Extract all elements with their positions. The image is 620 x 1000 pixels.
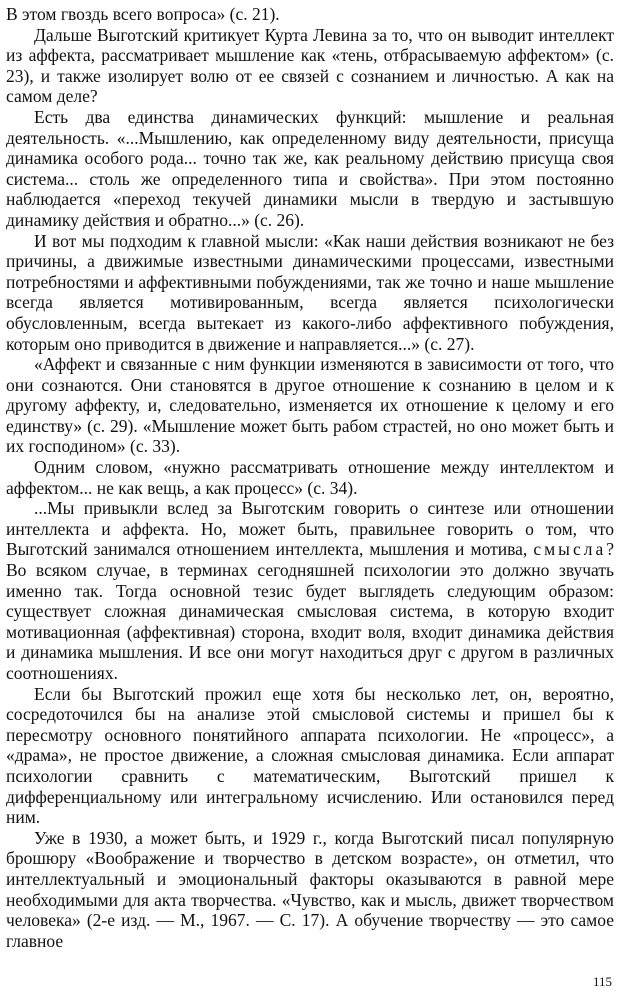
paragraph-1: В этом гвоздь всего вопроса» (с. 21). — [6, 4, 280, 24]
paragraph-6: Одним словом, «нужно рассматривать отношение между интеллектом и аффектом... не как вещь, а как процесс» (с. 34). — [6, 457, 614, 498]
paragraph-8: Если бы Выготский прожил еще хотя бы несколько лет, он, вероятно, сосредоточился бы на анализе этой смысловой системы и пришел бы к пересмотру основного понятийного аппарата психологии. Не «процесс», а «драма», не простое движение, а сложная смысловая динамика. Если аппарат психологии сравнить с математическим, Выготский пришел к дифференциальному или интегральному исчислению. Или остановился перед ним. — [6, 683, 614, 828]
paragraph-5: «Аффект и связанные с ним функции изменяются в зависимости от того, что они сознаются. Они становятся в другое отношение к сознанию в целом и к другому аффекту, и, следовательно, изменяется их отношение к целому и его единству» (с. 29). «Мышление может быть рабом страстей, но оно может быть и их господином» (с. 33). — [6, 354, 614, 457]
paragraph-3: Есть два единства динамических функций: мышление и реальная деятельность. «...Мышлению, как определенному виду деятельности, присуща динамика особого рода... точно так же, как реальному действию присуща своя система... столь же определенного типа и свойства». При этом постоянно наблюдается «переход текучей динамики мысли в твердую и застывшую динамику действия и обратно...» (с. 26). — [6, 106, 614, 230]
paragraph-9: Уже в 1930, а может быть, и 1929 г., когда Выготский писал популярную брошюру «Воображение и творчество в детском возрасте», он отметил, что интеллектуальный и эмоциональный факторы оказываются в равной мере необходимыми для акта творчества. «Чувство, как и мысль, движет творчеством человека» (2-е изд. — М., 1967. — С. 17). А обучение творчеству — это самое главное — [6, 827, 614, 951]
paragraph-2: Дальше Выготский критикует Курта Левина за то, что он выводит интеллект из аффекта, рассматривает мышление как «тень, отбрасываемую аффектом» (с. 23), и также изолирует волю от ее связей с сознанием и личностью. А как на самом деле? — [6, 24, 614, 107]
paragraph-7 — [6, 498, 614, 683]
paragraph-7-start: ...Мы привыкли вслед за Выготским говорить о синтезе или отношении интеллекта и аффекта. Но, может быть, правильнее говорить о том, что Выготский занимался отношением интеллекта, мышления и мотива, — [6, 498, 614, 560]
paragraph-4: И вот мы подходим к главной мысли: «Как наши действия возникают не без причины, а движимые известными динамическими процессами, известными потребностями и аффективными побуждениями, так же точно и наше мышление всегда является мотивированным, всегда является психологически обусловленным, всегда вытекает из какого-либо аффективного побуждения, которым оно приводится в движение и направляется...» (с. 27). — [6, 230, 614, 354]
spaced-emphasis-word: смысла — [533, 539, 607, 560]
page-number: 115 — [592, 974, 612, 989]
paragraph-7-end: ? Во всяком случае, в терминах сегодняшней психологии это должно звучать именно так. Тогда основной тезис будет выглядеть следующим образом: существует сложная динамическая смысловая система, в которую входит мотивационная (аффективная) сторона, входит воля, входит динамика действия и динамика мышления. И все они могут находиться друг с другом в различных соотношениях. — [6, 539, 614, 683]
